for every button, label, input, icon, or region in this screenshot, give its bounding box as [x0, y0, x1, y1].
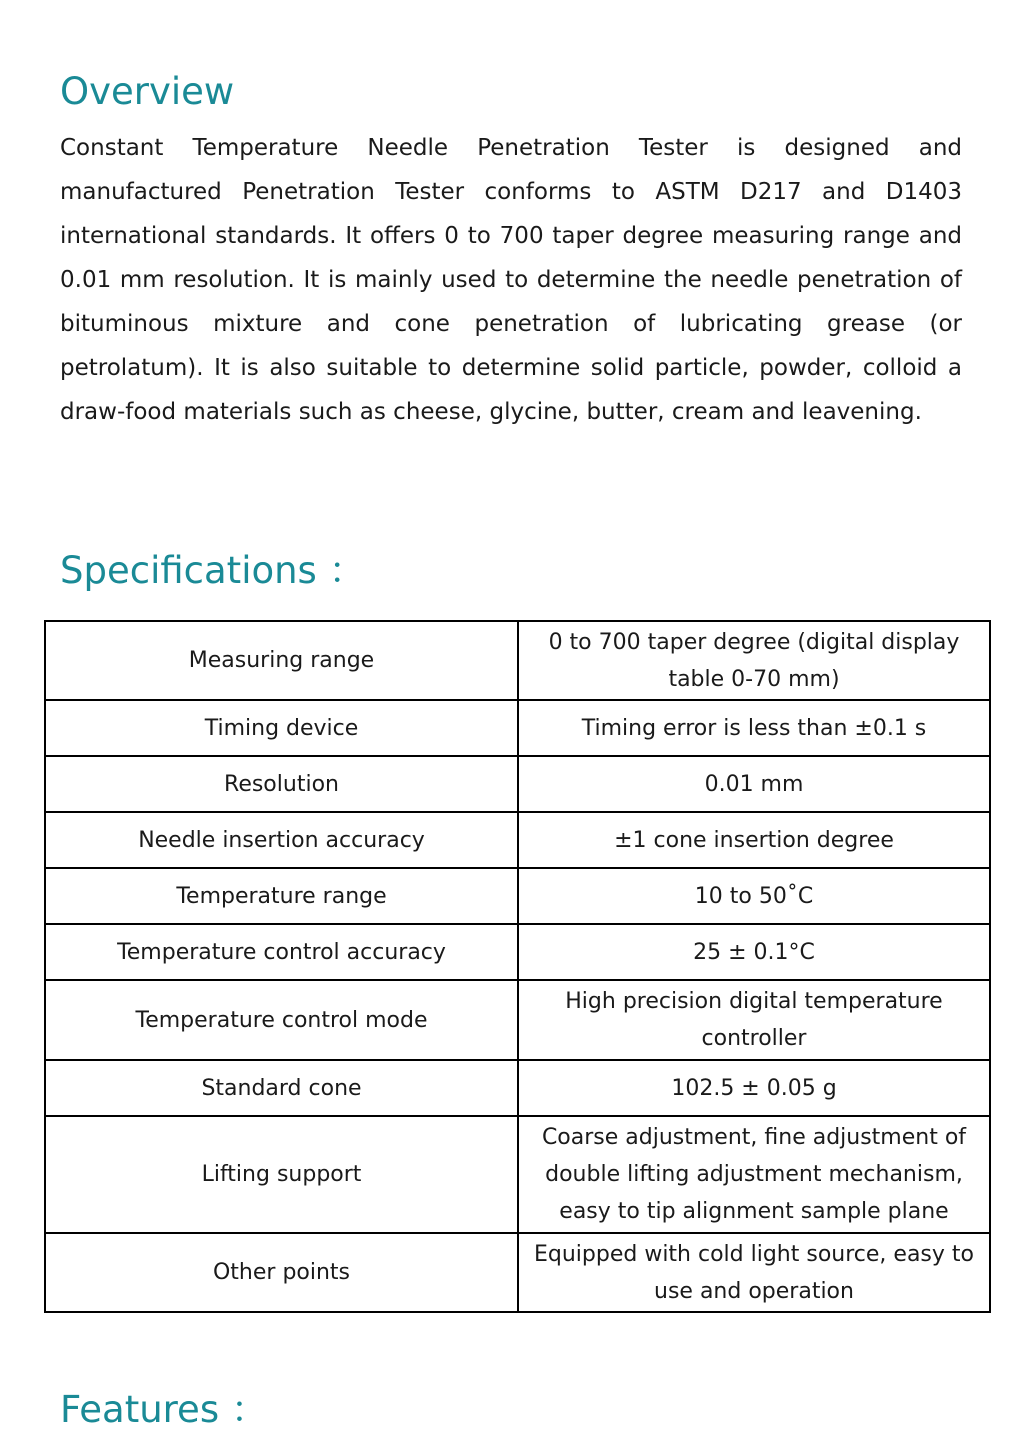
features-heading: Features ：: [60, 1388, 268, 1431]
overview-paragraph: Constant Temperature Needle Penetration Tester is designed and manufactured Penetration Tester conforms to ASTM D217 and D1403 international standards. It offers 0 to 700 taper degree measuring range and 0.01 mm resolution. It is mainly used to determine the needle penetration of bituminous mixture and cone penetration of lubricating grease (or petrolatum). It is also suitable to determine solid particle, powder, colloid a draw-food materials such as cheese, glycine, butter, cream and leavening.: [60, 135, 962, 425]
spec-label: Needle insertion accuracy: [45, 812, 518, 868]
spec-value: 25 ± 0.1°C: [518, 924, 990, 980]
spec-value: High precision digital temperature controller: [518, 980, 990, 1060]
spec-value: 0.01 mm: [518, 756, 990, 812]
spec-label: Temperature control accuracy: [45, 924, 518, 980]
spec-label: Measuring range: [45, 621, 518, 700]
spec-value: ±1 cone insertion degree: [518, 812, 990, 868]
spec-label: Temperature range: [45, 868, 518, 924]
spec-row-resolution: [45, 756, 990, 812]
spec-label: Other points: [45, 1233, 518, 1312]
spec-value: 10 to 50˚C: [518, 868, 990, 924]
spec-row-temperature-control-accuracy: [45, 924, 990, 980]
spec-row-other-points: [45, 1233, 990, 1312]
spec-row-standard-cone: [45, 1060, 990, 1116]
spec-value: Equipped with cold light source, easy to use and operation: [518, 1233, 990, 1312]
specifications-heading: Specifications ：: [60, 549, 366, 592]
spec-row-needle-insertion-accuracy: [45, 812, 990, 868]
spec-row-temperature-range: [45, 868, 990, 924]
spec-label: Resolution: [45, 756, 518, 812]
spec-label: Standard cone: [45, 1060, 518, 1116]
spec-label: Timing device: [45, 700, 518, 756]
spec-value: 0 to 700 taper degree (digital display table 0-70 mm): [518, 621, 990, 700]
spec-value: Coarse adjustment, fine adjustment of double lifting adjustment mechanism, easy to tip alignment sample plane: [518, 1116, 990, 1233]
spec-value: 102.5 ± 0.05 g: [518, 1060, 990, 1116]
spec-row-temperature-control-mode: [45, 980, 990, 1060]
spec-row-lifting-support: [45, 1116, 990, 1233]
spec-label: Temperature control mode: [45, 980, 518, 1060]
spec-row-measuring-range: [45, 621, 990, 700]
spec-row-timing-device: [45, 700, 990, 756]
spec-label: Lifting support: [45, 1116, 518, 1233]
specifications-table: [44, 620, 991, 1313]
spec-value: Timing error is less than ±0.1 s: [518, 700, 990, 756]
overview-heading: Overview: [60, 70, 235, 113]
